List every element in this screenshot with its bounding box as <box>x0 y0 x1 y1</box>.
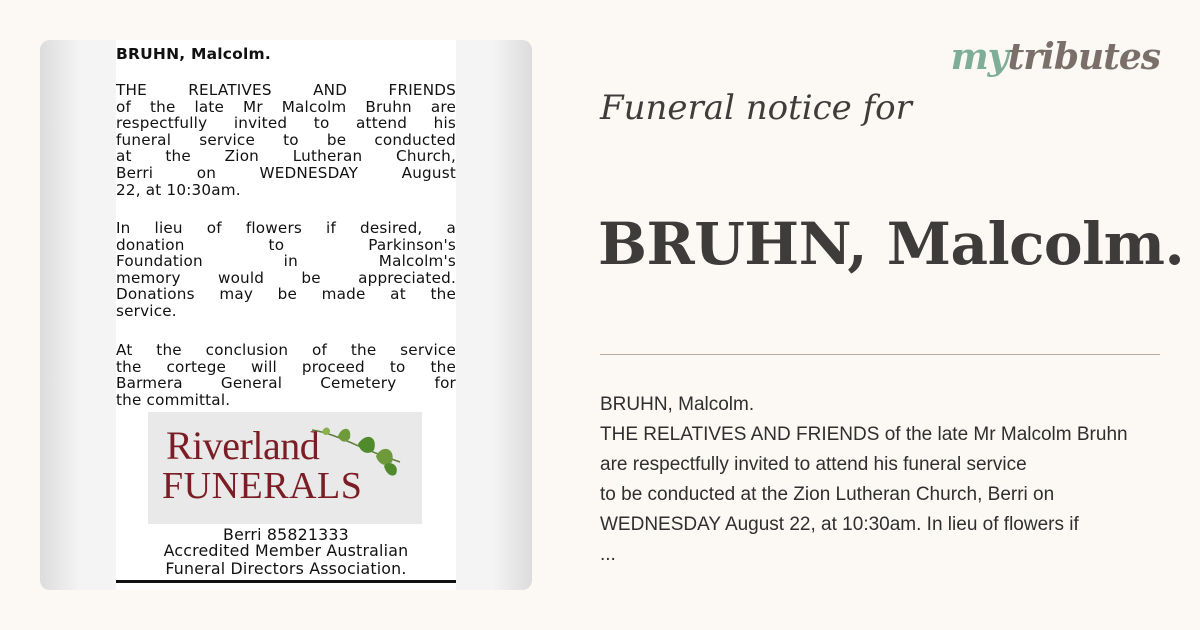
funeral-notice-image <box>40 40 532 590</box>
clipping-line: donation to Parkinson's <box>116 235 456 254</box>
newspaper-clipping <box>116 40 456 590</box>
excerpt-line: THE RELATIVES AND FRIENDS of the late Mr Malcolm Bruhn <box>600 424 1128 445</box>
clipping-line: Foundation in Malcolm's <box>116 252 456 271</box>
clipping-line: In lieu of flowers if desired, a <box>116 219 456 237</box>
excerpt-line: WEDNESDAY August 22, at 10:30am. In lieu of flowers if <box>600 514 1079 535</box>
logo-suffix: tributes <box>1007 36 1160 78</box>
clipping-line: Donations may be made at the <box>116 285 456 304</box>
clipping-phone: Berri 85821333 <box>223 525 349 544</box>
clipping-paragraph <box>116 220 456 320</box>
logo-funerals-text: FUNERALS <box>162 465 363 507</box>
clipping-accreditation: Accredited Member Australian <box>163 541 409 560</box>
clipping-line: the cortege will proceed to the <box>116 357 456 376</box>
clipping-paragraph <box>116 82 456 198</box>
clipping-paragraph <box>116 342 456 408</box>
clipping-rule <box>116 580 456 583</box>
clipping-line: respectfully invited to attend his <box>116 114 456 133</box>
clipping-accreditation: Funeral Directors Association. <box>165 559 407 578</box>
clipping-name: BRUHN, Malcolm. <box>116 45 271 63</box>
page-subtitle: Funeral notice for <box>600 88 912 128</box>
clipping-line: funeral service to be conducted <box>116 130 456 149</box>
clipping-line: Barmera General Cemetery for <box>116 374 456 393</box>
notice-excerpt <box>600 390 1160 570</box>
clipping-line: memory would be appreciated. <box>116 268 456 287</box>
clipping-line: Berri on WEDNESDAY August <box>116 163 456 182</box>
mytributes-logo[interactable] <box>951 36 1160 78</box>
clipping-line: of the late Mr Malcolm Bruhn are <box>116 97 456 116</box>
divider <box>600 354 1160 355</box>
clipping-line: At the conclusion of the service <box>116 341 456 359</box>
excerpt-ellipsis: ... <box>600 544 616 565</box>
clipping-line: 22, at 10:30am. <box>116 180 241 199</box>
logo-prefix: my <box>950 36 1008 78</box>
excerpt-line: to be conducted at the Zion Lutheran Church, Berri on <box>600 484 1055 505</box>
page-title: BRUHN, Malcolm. <box>598 210 1185 278</box>
logo-riverland-text: Riverland <box>166 423 320 468</box>
clipping-line: the committal. <box>116 390 231 409</box>
clipping-line: THE RELATIVES AND FRIENDS <box>116 81 456 99</box>
riverland-funerals-logo <box>148 412 422 524</box>
clipping-line: at the Zion Lutheran Church, <box>116 147 456 166</box>
clipping-line: service. <box>116 301 177 320</box>
excerpt-line: BRUHN, Malcolm. <box>600 394 755 415</box>
excerpt-line: are respectfully invited to attend his funeral service <box>600 454 1027 475</box>
